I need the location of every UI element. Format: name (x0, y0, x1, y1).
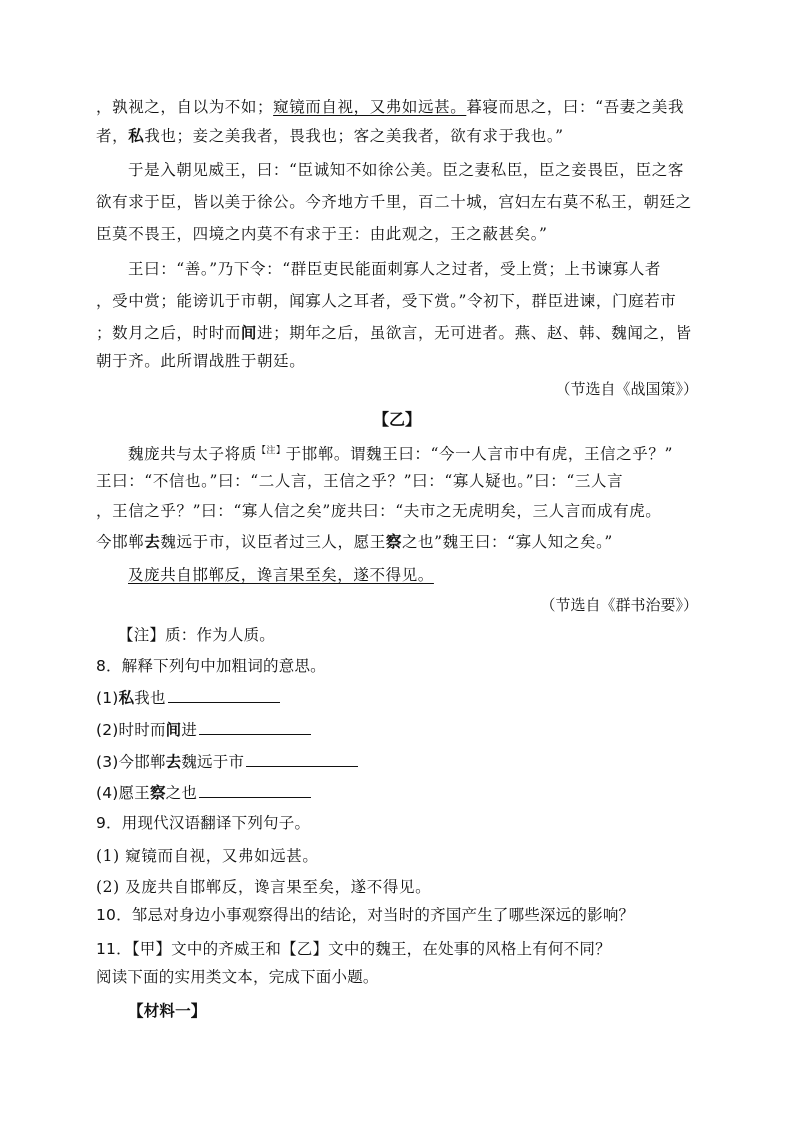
bold-word: 私 (118, 689, 135, 707)
question-8-3 (96, 750, 358, 773)
answer-blank[interactable] (168, 686, 280, 703)
text: 于邯郸。谓魏王曰：“今一人言市中有虎，王信之乎？” (285, 445, 673, 464)
footnote-marker: 【注】 (256, 446, 286, 456)
underlined-sentence: 窥镜而自视，又弗如远甚。 (273, 98, 467, 116)
text: 之也”魏王曰：“寡人知之矣。” (401, 533, 613, 551)
jia-p3-line1: 王曰：“善。”乃下令：“群臣吏民能面刺寡人之过者，受上赏；上书谏寡人者 (128, 260, 662, 278)
text: ，孰视之，自以为不如； (96, 98, 274, 116)
jia-source: （节选自《战国策》） (555, 380, 698, 398)
text: 今邯郸 (96, 533, 145, 551)
bold-word: 去 (165, 753, 182, 771)
bold-word: 察 (385, 532, 402, 551)
question-8: 8．解释下列句中加粗词的意思。 (96, 657, 326, 675)
yi-line2: 王曰：“不信也。”曰：“二人言，王信之乎？”曰：“寡人疑也。”曰：“三人言 (96, 472, 624, 490)
text: (2)时时而 (96, 721, 166, 739)
question-8-2 (96, 718, 311, 741)
question-8-1 (96, 686, 280, 709)
yi-line3: ，王信之乎？”曰：“寡人信之矣”庞共曰：“夫市之无虎明矣，三人言而成有虎。 (96, 502, 662, 520)
jia-p3-line4: 朝于齐。此所谓战胜于朝廷。 (96, 352, 306, 370)
jia-p2-line2: 欲有求于臣，皆以美于徐公。今齐地方千里，百二十城，宫妇左右莫不私王，朝廷之 (96, 193, 692, 211)
jia-p3-line3 (96, 322, 692, 344)
text: 魏庞共与太子将质 (128, 445, 257, 464)
text: 进；期年之后，虽欲言，无可进者。燕、赵、韩、魏闻之，皆 (257, 324, 692, 342)
text: 之也 (165, 784, 198, 802)
bold-word: 间 (240, 323, 258, 342)
question-10: 10．邹忌对身边小事观察得出的结论，对当时的齐国产生了哪些深远的影响？ (96, 906, 635, 924)
jia-p2-line1: 于是入朝见威王，曰：“臣诚知不如徐公美。臣之妻私臣，臣之妾畏臣，臣之客 (128, 161, 684, 179)
yi-line4 (96, 531, 613, 553)
text: (1) (96, 689, 119, 707)
text: (3)今邯郸 (96, 753, 166, 771)
jia-p1-line1 (96, 96, 684, 118)
material-one-heading: 【材料一】 (128, 1002, 207, 1020)
text: 魏远于市 (181, 753, 245, 771)
bold-word: 去 (144, 532, 161, 551)
answer-blank[interactable] (199, 718, 311, 735)
yi-source: （节选自《群书治要》） (540, 596, 698, 614)
jia-p1-line2 (96, 125, 564, 147)
question-9-1: (1) 窥镜而自视，又弗如远甚。 (96, 847, 319, 865)
underlined-sentence: 及庞共自邯郸反，谗言果至矣，遂不得见。 (128, 566, 434, 584)
question-11: 11．【甲】文中的齐威王和【乙】文中的魏王，在处事的风格上有何不同？ (96, 940, 611, 958)
bold-word: 私 (128, 126, 145, 145)
question-8-4 (96, 781, 311, 804)
text: 我也；妾之美我者，畏我也；客之美我者，欲有求于我也。” (144, 127, 564, 145)
text: 者， (96, 127, 129, 145)
text: 暮寝而思之，曰：“吾妻之美我 (466, 98, 685, 116)
text: 魏远于市，议臣者过三人，愿王 (160, 533, 386, 551)
reading-instruction: 阅读下面的实用类文本，完成下面小题。 (96, 968, 379, 986)
question-9: 9．用现代汉语翻译下列句子。 (96, 814, 311, 832)
bold-word: 间 (165, 721, 182, 739)
yi-line5 (128, 564, 434, 586)
yi-heading: 【乙】 (372, 410, 421, 429)
yi-note: 【注】质：作为人质。 (118, 626, 276, 644)
question-9-2: (2) 及庞共自邯郸反，谗言果至矣，遂不得见。 (96, 878, 432, 896)
jia-p3-line2: ，受中赏；能谤讥于市朝，闻寡人之耳者，受下赏。”令初下，群臣进谏，门庭若市 (96, 292, 677, 310)
answer-blank[interactable] (199, 781, 311, 798)
text: ；数月之后，时时而 (96, 324, 241, 342)
jia-p2-line3: 臣莫不畏王，四境之内莫不有求于王：由此观之，王之蔽甚矣。” (96, 225, 548, 243)
answer-blank[interactable] (246, 750, 358, 767)
text: 我也 (134, 689, 166, 707)
text: 进 (181, 721, 198, 739)
bold-word: 察 (149, 784, 166, 802)
text: (4)愿王 (96, 784, 150, 802)
yi-line1 (128, 440, 673, 465)
